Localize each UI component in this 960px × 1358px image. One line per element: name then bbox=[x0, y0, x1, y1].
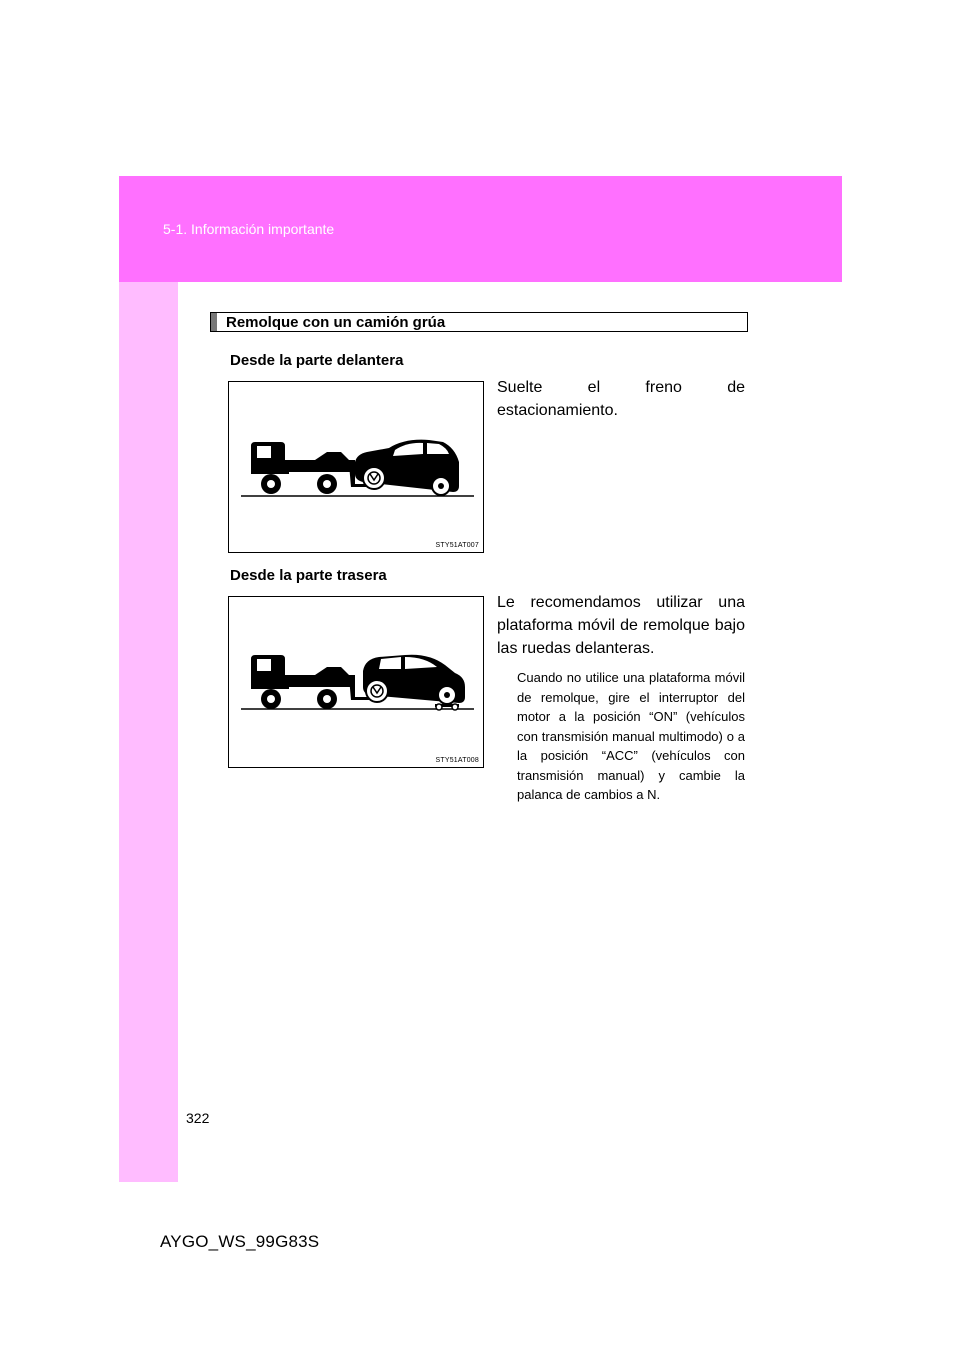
title-accent bbox=[211, 313, 217, 331]
rear-note: Cuando no utilice una plataforma móvil de remolque, gire el interruptor del motor a la posición “ON” (vehículos con transmisión manual multimodo) o a la posición “ACC” (vehículos con transmisión manual) y cambie la palanca de cambios a N. bbox=[517, 670, 745, 802]
front-text-line2: estacionamiento. bbox=[497, 402, 618, 419]
section-title: Remolque con un camión grúa bbox=[226, 314, 446, 331]
section-title-bar bbox=[210, 312, 748, 332]
rear-figure bbox=[228, 596, 484, 768]
front-figure bbox=[228, 381, 484, 553]
front-text-line1: Suelte el freno de bbox=[497, 379, 745, 396]
front-heading: Desde la parte delantera bbox=[230, 352, 404, 369]
tow-truck-rear-lift-dolly-icon bbox=[229, 597, 485, 769]
tow-truck-front-lift-icon bbox=[229, 382, 485, 554]
rear-heading: Desde la parte trasera bbox=[230, 567, 387, 584]
page-number: 322 bbox=[186, 1110, 210, 1126]
rear-figure-code: STY51AT008 bbox=[435, 757, 479, 764]
front-figure-code: STY51AT007 bbox=[435, 542, 479, 549]
header-band bbox=[119, 176, 842, 282]
rear-text: Le recomendamos utilizar una plataforma móvil de remolque bajo las ruedas delanteras. bbox=[497, 594, 745, 657]
side-band bbox=[119, 282, 178, 1182]
doc-code: AYGO_WS_99G83S bbox=[160, 1232, 320, 1251]
section-label: 5-1. Información importante bbox=[163, 221, 335, 237]
